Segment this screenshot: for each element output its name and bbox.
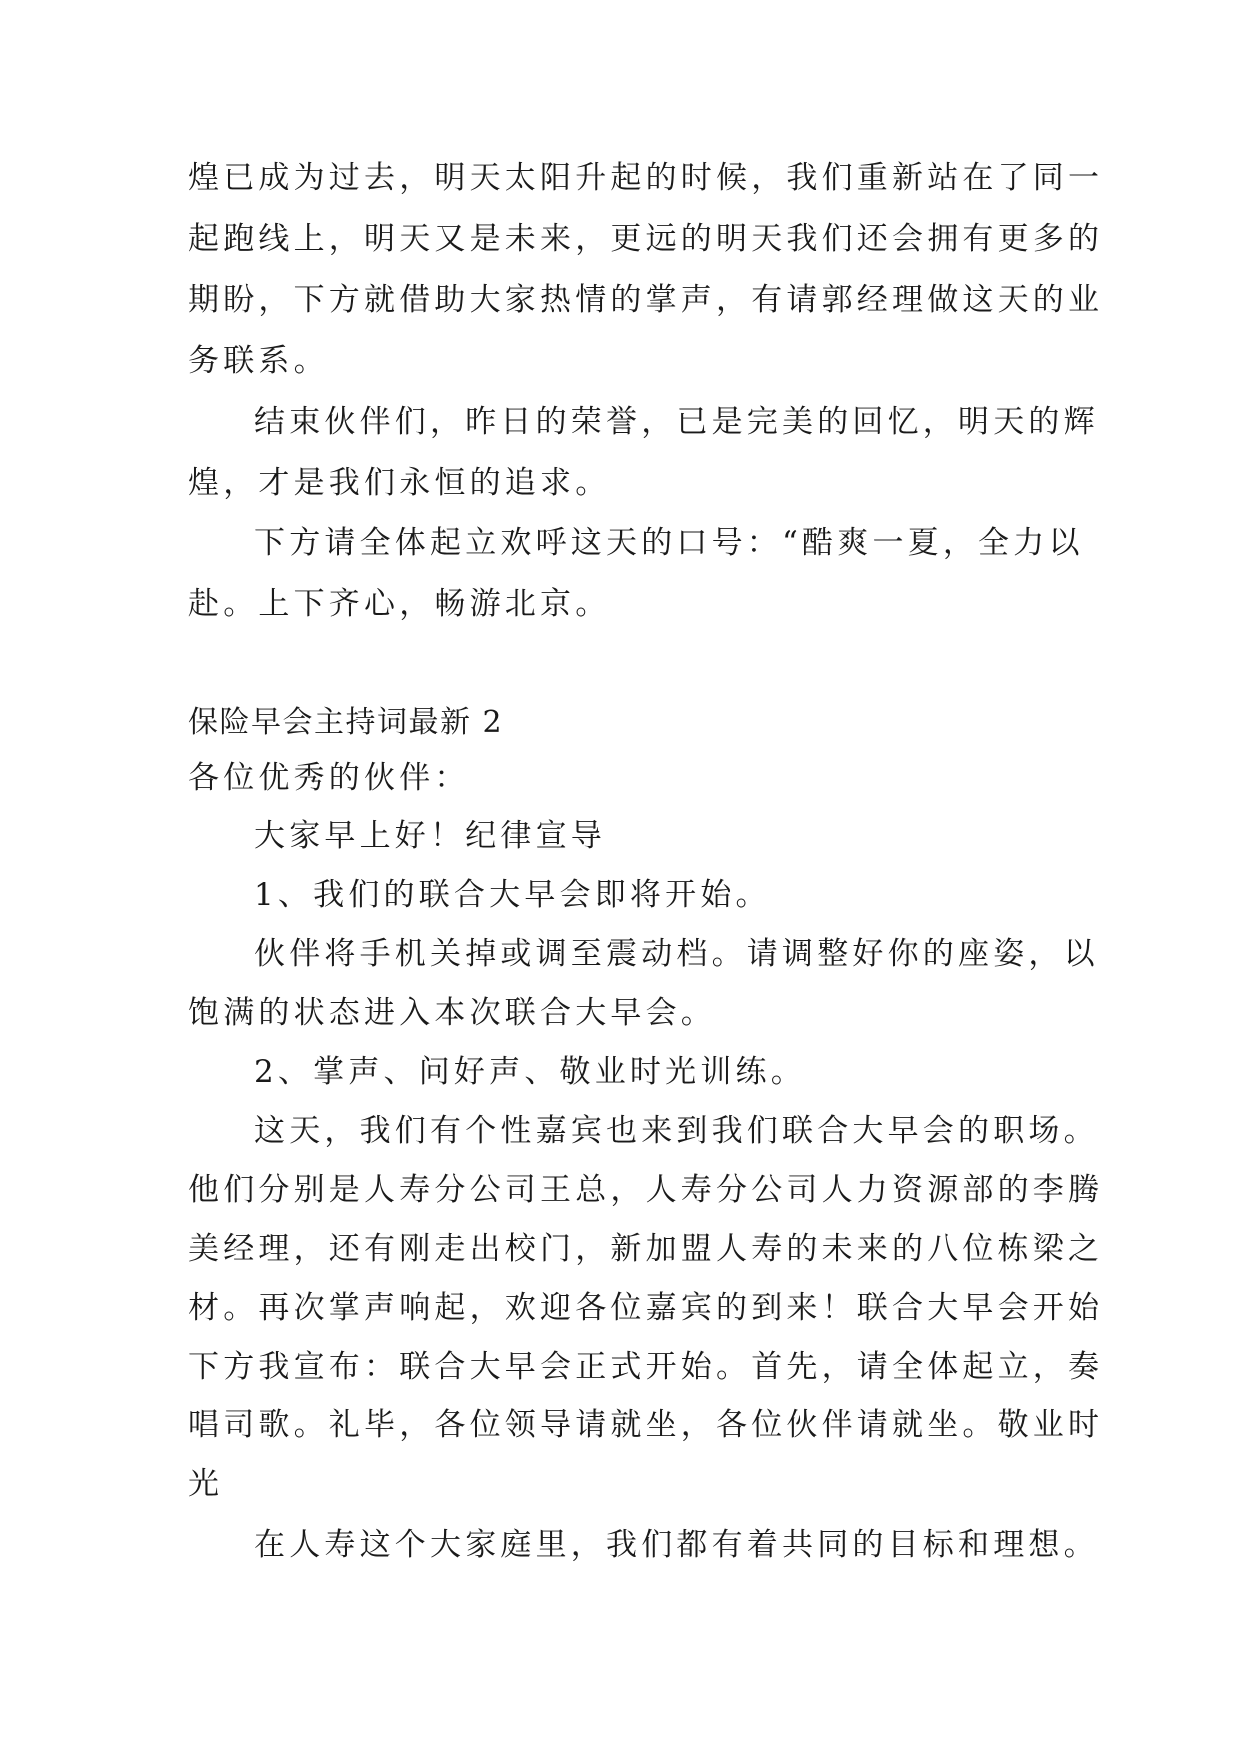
text-line: 唱司歌。礼毕，各位领导请就坐，各位伙伴请就坐。敬业时 (188, 1407, 1104, 1443)
text-line: 期盼，下方就借助大家热情的掌声，有请郭经理做这天的业 (188, 282, 1104, 318)
text-line: 光 (188, 1466, 224, 1502)
text-line: 结束伙伴们，昨日的荣誉，已是完美的回忆，明天的辉 (254, 404, 1099, 440)
text-line: 饱满的状态进入本次联合大早会。 (188, 995, 716, 1031)
text-line: 材。再次掌声响起，欢迎各位嘉宾的到来！联合大早会开始 (188, 1290, 1104, 1326)
text-line: 起跑线上，明天又是未来，更远的明天我们还会拥有更多的 (188, 221, 1104, 257)
text-line: 1、我们的联合大早会即将开始。 (254, 877, 771, 913)
text-line: 2、掌声、问好声、敬业时光训练。 (254, 1054, 806, 1090)
text-line: 煌，才是我们永恒的追求。 (188, 465, 611, 501)
text-line: 伙伴将手机关掉或调至震动档。请调整好你的座姿，以 (254, 936, 1099, 972)
text-line: 这天，我们有个性嘉宾也来到我们联合大早会的职场。 (254, 1113, 1099, 1149)
text-line: 美经理，还有刚走出校门，新加盟人寿的未来的八位栋梁之 (188, 1231, 1104, 1267)
text-line: 在人寿这个大家庭里，我们都有着共同的目标和理想。 (254, 1527, 1099, 1563)
text-line: 他们分别是人寿分公司王总，人寿分公司人力资源部的李腾 (188, 1172, 1104, 1208)
text-line: 大家早上好！纪律宣导 (254, 818, 606, 854)
text-line: 下方我宣布：联合大早会正式开始。首先，请全体起立，奏 (188, 1349, 1104, 1385)
text-line: 务联系。 (188, 343, 329, 379)
text-line: 赴。上下齐心，畅游北京。 (188, 586, 611, 622)
text-line: 下方请全体起立欢呼这天的口号：“酷爽一夏，全力以 (254, 525, 1084, 561)
section-heading: 保险早会主持词最新 2 (188, 705, 504, 740)
text-line: 煌已成为过去，明天太阳升起的时候，我们重新站在了同一 (188, 160, 1104, 196)
greeting-line: 各位优秀的伙伴： (188, 760, 470, 796)
